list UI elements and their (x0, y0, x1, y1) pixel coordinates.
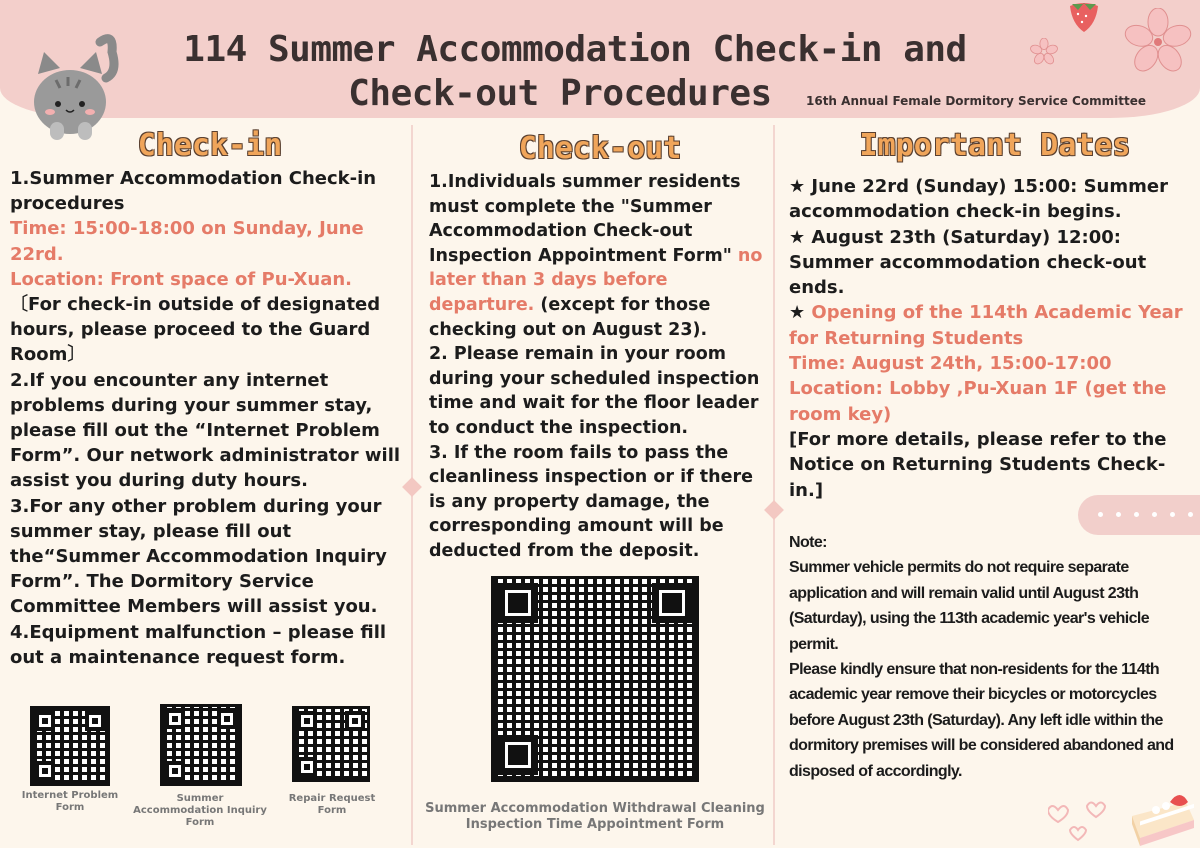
date-opening-location: Location: Lobby ,Pu-Xuan 1F (get the room key) (789, 378, 1167, 425)
dates-column (789, 174, 1194, 503)
committee-label: 16th Annual Female Dormitory Service Committee (806, 94, 1146, 108)
date-opening: Opening of the 114th Academic Year for Returning Students (789, 302, 1183, 349)
title-line-2: Check-out Procedures (348, 73, 772, 114)
checkin-item-1: 1.Summer Accommodation Check-in procedures (10, 168, 377, 215)
checkin-location: Location: Front space of Pu-Xuan. (10, 268, 352, 290)
date-opening-time: Time: August 24th, 15:00-17:00 (789, 353, 1112, 375)
checkin-item-4: 4.Equipment malfunction – please fill out a maintenance request form. (10, 621, 387, 668)
checkout-exception: (except for those checking out on August 23). (429, 294, 711, 340)
checkout-item-2: 2. Please remain in your room during your scheduled inspection time and wait for the floor leader to conduct the inspection. (429, 344, 760, 438)
date-checkout: ★ August 23th (Saturday) 12:00: Summer accommodation check-out ends. (789, 226, 1147, 299)
sakura-small-icon (1030, 38, 1058, 66)
withdrawal-appointment-qr[interactable] (491, 576, 699, 782)
note-heading: Note: (789, 534, 827, 551)
date-checkin: ★ June 22rd (Sunday) 15:00: Summer accommodation check-in begins. (789, 176, 1168, 223)
repair-request-qr[interactable] (292, 706, 370, 782)
strawberry-icon (1062, 0, 1106, 36)
inquiry-form-qr[interactable] (160, 704, 242, 786)
star-icon: ★ (789, 302, 812, 324)
inquiry-form-label: Summer Accommodation Inquiry Form (133, 793, 267, 828)
internet-problem-qr[interactable] (30, 706, 110, 786)
sakura-icon (1124, 8, 1192, 76)
checkout-item-3: 3. If the room fails to pass the cleanliness inspection or if there is any property damage, the corresponding amount will be deducted from the deposit. (429, 442, 753, 561)
checkin-item-3: 3.For any other problem during your summer stay, please fill out the“Summer Accommodation Inquiry Form”. The Dormitory Service Committee Members will assist you. (10, 495, 387, 618)
dates-heading: Important Dates (859, 128, 1131, 163)
checkin-item-2: 2.If you encounter any internet problems during your summer stay, please fill out the “Internet Problem Form”. Our network administrator will assist you during duty hours. (10, 369, 401, 492)
note-removal: Please kindly ensure that non-residents for the 114th academic year remove their bicycles or motorcycles before August 23th (Saturday). Any left idle within the dormitory premises will be considered abandoned and disposed of accordingly. (789, 661, 1174, 780)
heart-icon (1048, 796, 1118, 846)
cake-icon (1126, 780, 1200, 848)
checkout-column (429, 170, 769, 564)
checkin-column (10, 166, 410, 670)
divider-right (773, 125, 775, 845)
title-line-1: 114 Summer Accommodation Check-in and (183, 29, 967, 70)
checkout-item-1: 1.Individuals summer residents must complete the "Summer Accommodation Check-out Inspection Appointment Form" (429, 172, 741, 266)
dotted-pill-decoration (1078, 495, 1200, 535)
checkin-heading: Check-in (137, 128, 283, 163)
date-more-details: [For more details, please refer to the Notice on Returning Students Check-in.] (789, 428, 1167, 501)
checkout-heading: Check-out (518, 131, 682, 166)
checkin-time: Time: 15:00-18:00 on Sunday, June 22rd. (10, 218, 364, 265)
checkin-note: 〔For check-in outside of designated hours, please proceed to the Guard Room〕 (10, 294, 381, 366)
note-vehicle-permit: Summer vehicle permits do not require separate application and will remain valid until August 23th (Saturday), using the 113th academic year's vehicle permit. (789, 559, 1150, 653)
repair-request-label: Repair Request Form (288, 793, 376, 816)
checkout-deadline: no later than 3 days before departure. (429, 245, 763, 315)
internet-problem-label: Internet Problem Form (21, 790, 119, 813)
cat-icon (22, 22, 122, 142)
withdrawal-appointment-label: Summer Accommodation Withdrawal Cleaning Inspection Time Appointment Form (425, 801, 765, 832)
note-section (789, 530, 1194, 784)
header-banner (0, 0, 1200, 118)
